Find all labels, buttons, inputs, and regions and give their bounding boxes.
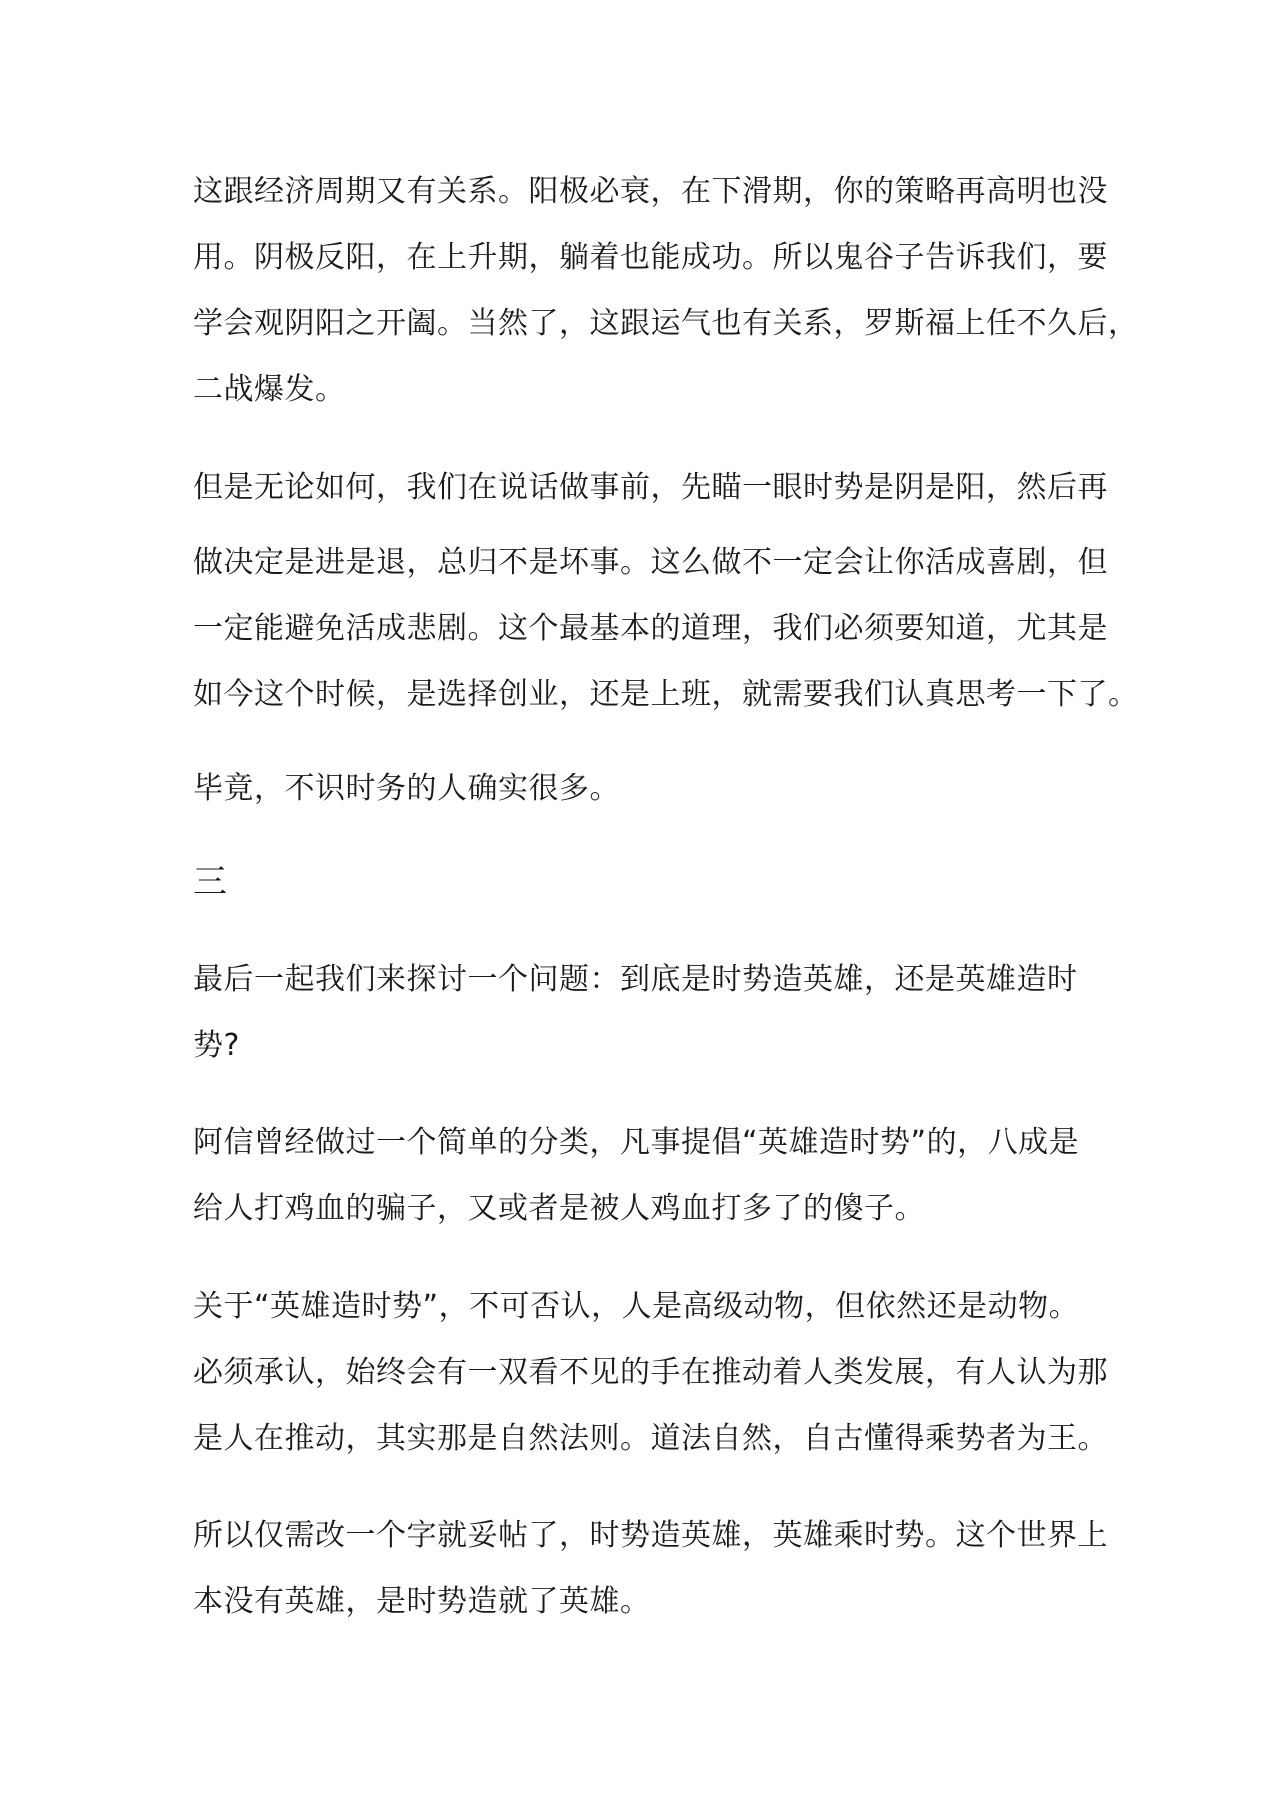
paragraph-1-line-4: 二战爆发。 [193, 372, 346, 407]
paragraph-1-line-3: 学会观阴阳之开阖。当然了，这跟运气也有关系，罗斯福上任不久后， [193, 306, 1139, 341]
paragraph-2-line-1: 但是无论如何，我们在说话做事前，先瞄一眼时势是阴是阳，然后再 [193, 470, 1108, 505]
paragraph-1-line-2: 用。阴极反阳，在上升期，躺着也能成功。所以鬼谷子告诉我们，要 [193, 240, 1108, 275]
paragraph-7-line-2: 本没有英雄，是时势造就了英雄。 [193, 1584, 651, 1619]
paragraph-7-line-1: 所以仅需改一个字就妥帖了，时势造英雄，英雄乘时势。这个世界上 [193, 1518, 1108, 1553]
paragraph-2-line-3: 一定能避免活成悲剧。这个最基本的道理，我们必须要知道，尤其是 [193, 611, 1108, 646]
paragraph-2-line-4: 如今这个时候，是选择创业，还是上班，就需要我们认真思考一下了。 [193, 677, 1139, 712]
paragraph-1-line-1: 这跟经济周期又有关系。阳极必衰，在下滑期，你的策略再高明也没 [193, 174, 1108, 209]
paragraph-6-line-2: 必须承认，始终会有一双看不见的手在推动着人类发展，有人认为那 [193, 1355, 1108, 1390]
paragraph-4-line-1: 最后一起我们来探讨一个问题：到底是时势造英雄，还是英雄造时 [193, 962, 1078, 997]
section-heading: 三 [193, 862, 228, 902]
paragraph-6-line-1: 关于“英雄造时势”，不可否认，人是高级动物，但依然还是动物。 [193, 1289, 1080, 1324]
paragraph-6-line-3: 是人在推动，其实那是自然法则。道法自然，自古懂得乘势者为王。 [193, 1421, 1108, 1456]
paragraph-4-line-2: 势? [193, 1028, 240, 1063]
paragraph-2-line-2: 做决定是进是退，总归不是坏事。这么做不一定会让你活成喜剧，但 [193, 545, 1108, 580]
paragraph-5-line-1: 阿信曾经做过一个简单的分类，凡事提倡“英雄造时势”的，八成是 [193, 1125, 1080, 1160]
paragraph-3-line-1: 毕竟，不识时务的人确实很多。 [193, 771, 620, 806]
paragraph-5-line-2: 给人打鸡血的骗子，又或者是被人鸡血打多了的傻子。 [193, 1191, 925, 1226]
